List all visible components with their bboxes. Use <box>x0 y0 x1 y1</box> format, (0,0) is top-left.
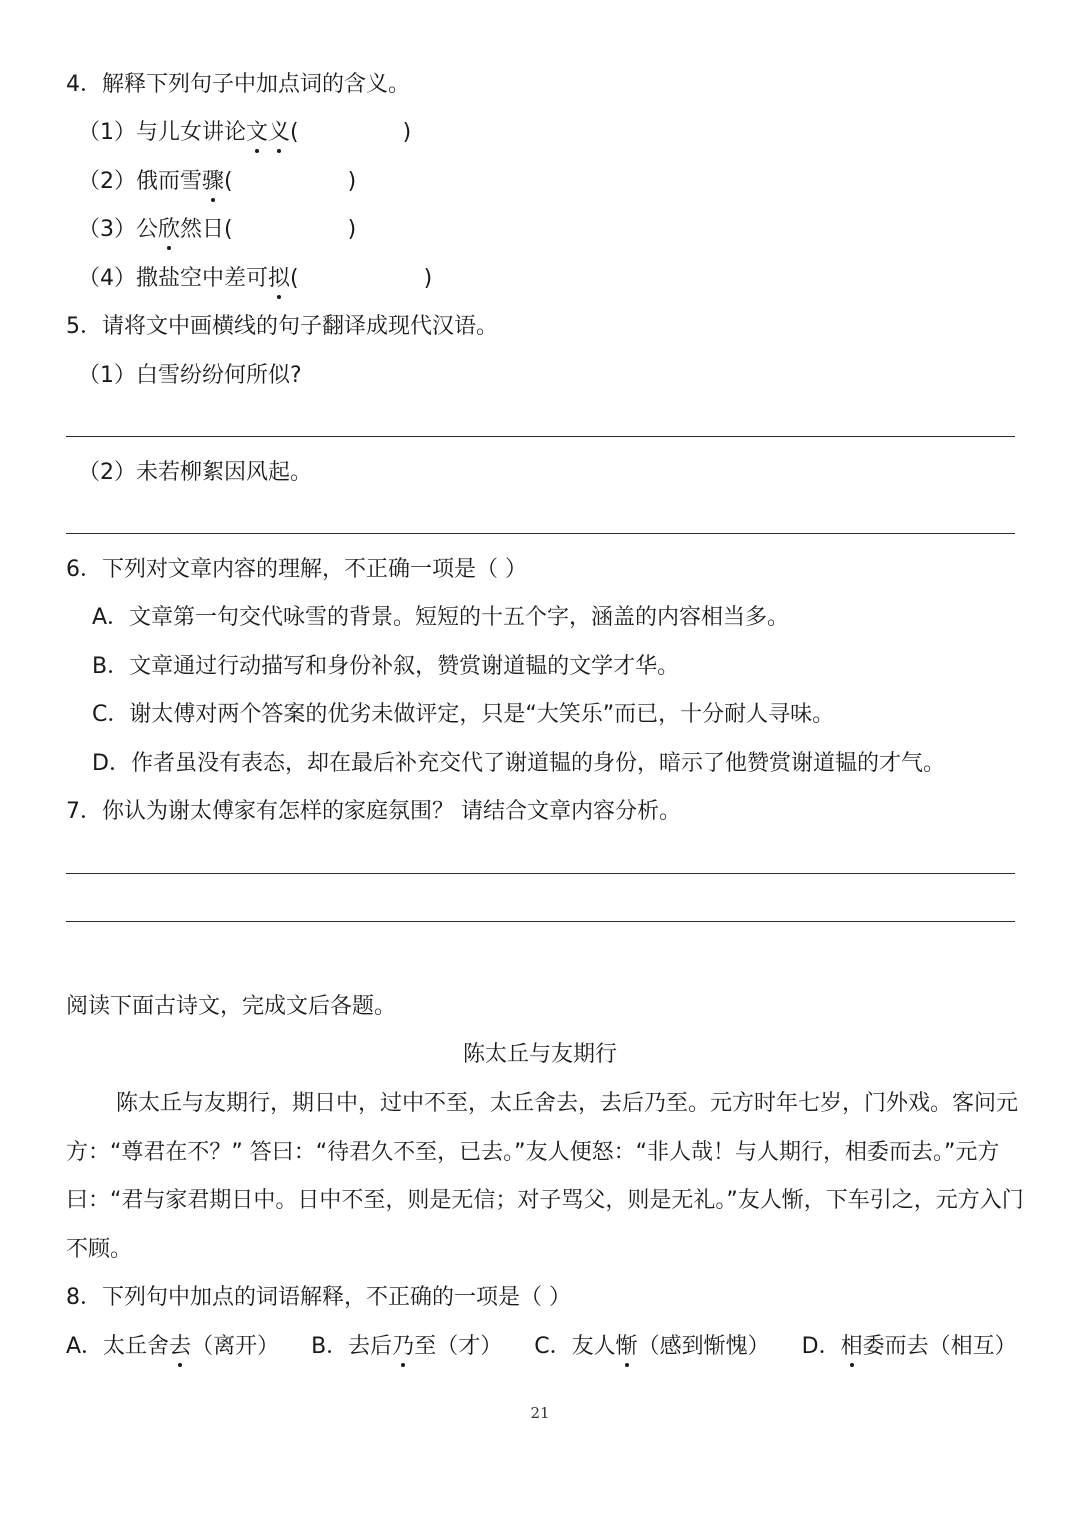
q8-option-a: A．太丘舍去（离开） <box>66 1332 279 1362</box>
q6-option-d: D．作者虽没有表态，却在最后补充交代了谢道韫的身份，暗示了他赞赏谢道韫的才气。 <box>92 751 945 776</box>
answer-line[interactable] <box>66 921 1015 922</box>
q6-stem: 6．下列对文章内容的理解，不正确一项是（ ） <box>66 557 527 582</box>
passage-line-3: 曰：“君与家君期日中。日中不至，则是无信；对子骂父，则是无礼。”友人惭，下车引之，元方入门 <box>66 1188 1024 1213</box>
page-number: 21 <box>530 1404 550 1422</box>
passage-line-1: 陈太丘与友期行，期日中，过中不至，太丘舍去，去后乃至。元方时年七岁，门外戏。客问元 <box>116 1091 1019 1116</box>
answer-line[interactable] <box>66 436 1015 437</box>
answer-line[interactable] <box>66 873 1015 874</box>
q6-option-b: B．文章通过行动描写和身份补叙，赞赏谢道韫的文学才华。 <box>92 654 680 679</box>
reading-intro: 阅读下面古诗文，完成文后各题。 <box>66 994 397 1019</box>
q4-item-4: （4）撒盐空中差可拟( ) <box>78 264 432 294</box>
q8-stem: 8．下列句中加点的词语解释，不正确的一项是（ ） <box>66 1285 571 1310</box>
q8-option-d: D．相委而去（相互） <box>802 1332 1017 1362</box>
q8-options <box>66 1332 1017 1362</box>
passage-line-2: 方：“尊君在不？” 答曰：“待君久不至，已去。”友人便怒：“非人哉！与人期行，相委而去。”元方 <box>66 1140 1000 1165</box>
q5-item-2: （2）未若柳絮因风起。 <box>78 460 312 485</box>
answer-line[interactable] <box>66 533 1015 534</box>
q5-item-1: （1）白雪纷纷何所似? <box>78 363 302 388</box>
q4-item-1: （1）与儿女讲论文义( ) <box>78 118 411 148</box>
q5-stem: 5．请将文中画横线的句子翻译成现代汉语。 <box>66 314 498 339</box>
q6-option-a: A．文章第一句交代咏雪的背景。短短的十五个字，涵盖的内容相当多。 <box>92 605 790 630</box>
passage-line-4: 不顾。 <box>66 1237 133 1262</box>
q4-item-3: （3）公欣然日( ) <box>78 215 356 245</box>
q8-option-c: C．友人惭（感到惭愧） <box>534 1332 769 1362</box>
passage-title: 陈太丘与友期行 <box>462 1042 617 1067</box>
q4-item-2: （2）俄而雪骤( ) <box>78 167 356 197</box>
q4-stem: 4．解释下列句子中加点词的含义。 <box>66 72 410 97</box>
q7-stem: 7．你认为谢太傅家有怎样的家庭氛围？ 请结合文章内容分析。 <box>66 799 681 824</box>
q8-option-b: B．去后乃至（才） <box>311 1332 502 1362</box>
q6-option-c: C．谢太傅对两个答案的优劣未做评定，只是“大笑乐”而已，十分耐人寻味。 <box>92 702 835 727</box>
